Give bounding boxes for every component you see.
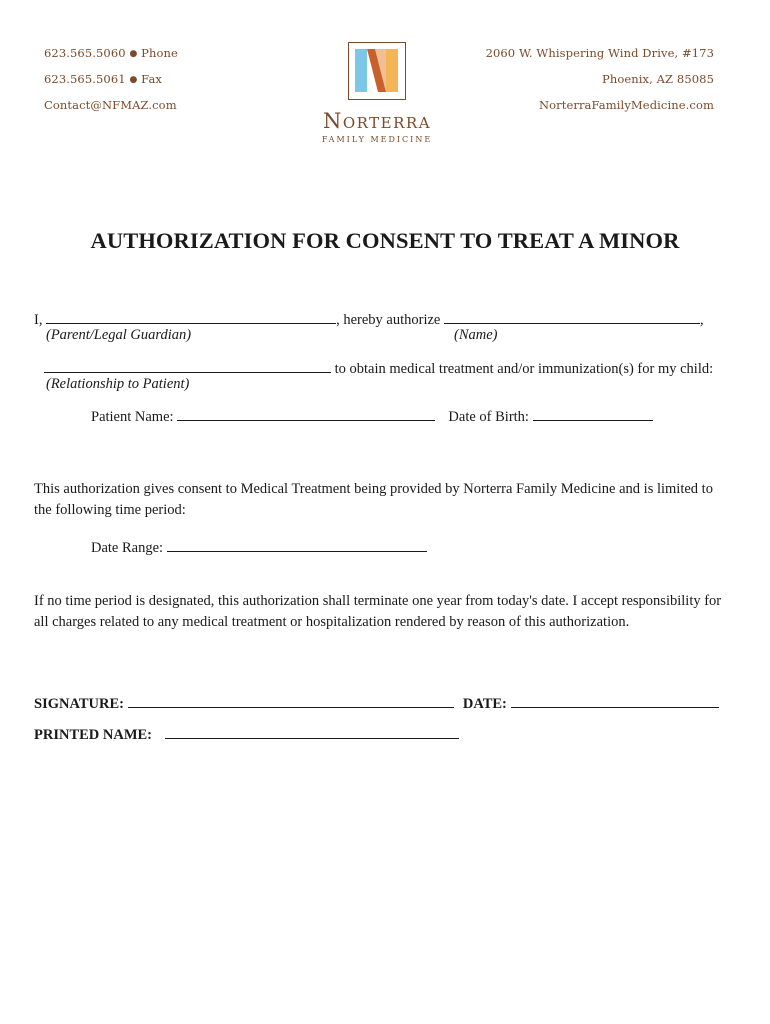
- form-title: AUTHORIZATION FOR CONSENT TO TREAT A MINOR: [90, 228, 680, 253]
- date-field[interactable]: [511, 694, 719, 708]
- fax-number: 623.565.5061: [44, 72, 126, 86]
- printed-name-field[interactable]: [165, 725, 459, 739]
- relationship-field[interactable]: [44, 359, 331, 373]
- line1-mid: , hereby authorize: [336, 312, 441, 328]
- date-label: DATE:: [462, 696, 507, 712]
- fax-line: [44, 72, 162, 86]
- terms-paragraph: If no time period is designated, this authorization shall terminate one year from today's date. I accept responsibility for all charges related to any medical treatment or hospitalization rendered by reason of this authorization.: [34, 593, 722, 630]
- authorization-paragraph: This authorization gives consent to Medical Treatment being provided by Norterra Family Medicine and is limited to the following time period:: [34, 481, 713, 518]
- email-link[interactable]: Contact@NFMAZ.com: [44, 98, 177, 112]
- logo-mark-icon: [349, 43, 404, 98]
- patient-name-field[interactable]: [177, 407, 435, 421]
- signature-field[interactable]: [128, 694, 454, 708]
- patient-line: [91, 407, 653, 426]
- signature-label: SIGNATURE:: [34, 696, 124, 712]
- norterra-logo: [348, 42, 406, 100]
- phone-line: [44, 46, 178, 60]
- phone-label: Phone: [141, 46, 178, 60]
- printed-name-label: PRINTED NAME:: [34, 727, 153, 743]
- address-line-2: Phoenix, AZ 85085: [602, 72, 714, 86]
- printed-name-line: [34, 725, 459, 744]
- signature-line: [34, 694, 719, 713]
- dob-field[interactable]: [533, 407, 653, 421]
- treatment-text: to obtain medical treatment and/or immunization(s) for my child:: [334, 361, 714, 377]
- phone-number: 623.565.5060: [44, 46, 126, 60]
- line1-prefix: I,: [34, 312, 43, 328]
- date-range-field[interactable]: [167, 538, 427, 552]
- brand-block: [300, 109, 454, 144]
- guardian-label: (Parent/Legal Guardian): [46, 327, 192, 343]
- date-range-line: [91, 538, 427, 557]
- authorized-name-field[interactable]: [444, 310, 700, 324]
- patient-name-label: Patient Name:: [91, 409, 174, 425]
- bullet-icon: ●: [129, 49, 138, 59]
- relationship-label: (Relationship to Patient): [46, 376, 190, 392]
- fax-label: Fax: [141, 72, 163, 86]
- brand-name: Norterra: [322, 109, 432, 133]
- dob-label: Date of Birth:: [448, 409, 529, 425]
- guardian-field[interactable]: [46, 310, 336, 324]
- line1-end: ,: [700, 312, 704, 328]
- website-link[interactable]: NorterraFamilyMedicine.com: [538, 98, 714, 112]
- name-label: (Name): [454, 327, 498, 343]
- brand-subtitle: FAMILY MEDICINE: [321, 135, 433, 144]
- date-range-label: Date Range:: [91, 540, 164, 556]
- bullet-icon: ●: [129, 75, 138, 85]
- address-line-1: 2060 W. Whispering Wind Drive, #173: [485, 46, 714, 60]
